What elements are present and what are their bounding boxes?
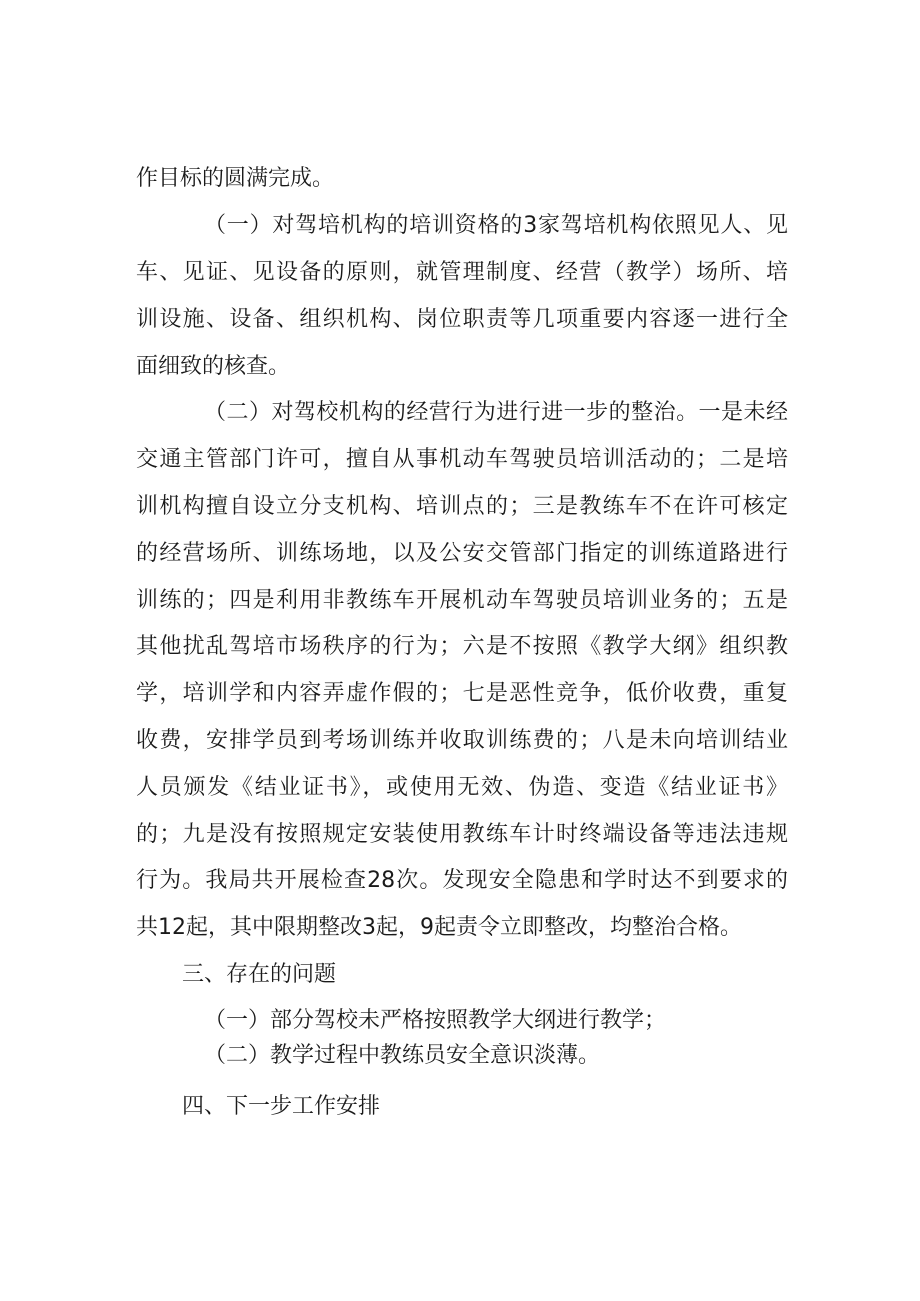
paragraph-line: 训练的；四是利用非教练车开展机动车驾驶员培训业务的；五是 — [136, 588, 788, 613]
paragraph-line: 作目标的圆满完成。 — [136, 166, 335, 191]
paragraph-line: 人员颁发《结业证书》，或使用无效、伪造、变造《结业证书》 — [136, 775, 788, 800]
paragraph-line: 车、见证、见设备的原则，就管理制度、经营（教学）场所、培 — [136, 260, 788, 285]
paragraph-line: 行为。我局共开展检查28次。发现安全隐患和学时达不到要求的 — [136, 868, 788, 893]
paragraph-line: 共12起，其中限期整改3起，9起责令立即整改，均整治合格。 — [136, 915, 742, 940]
paragraph-line: 学，培训学和内容弄虚作假的；七是恶性竞争，低价收费，重复 — [136, 681, 788, 706]
paragraph-line: （一）对驾培机构的培训资格的3家驾培机构依照见人、见 — [204, 213, 788, 238]
paragraph-line: 面细致的核查。 — [136, 354, 291, 379]
paragraph-line: 交通主管部门许可，擅自从事机动车驾驶员培训活动的；二是培 — [136, 447, 788, 472]
section-heading: 三、存在的问题 — [182, 962, 337, 987]
paragraph-line: 收费，安排学员到考场训练并收取训练费的；八是未向培训结业 — [136, 728, 788, 753]
list-item: （二）教学过程中教练员安全意识淡薄。 — [204, 1043, 601, 1068]
paragraph-line: 的；九是没有按照规定安装使用教练车计时终端设备等违法违规 — [136, 822, 788, 847]
paragraph-line: 其他扰乱驾培市场秩序的行为；六是不按照《教学大纲》组织教 — [136, 634, 788, 659]
section-heading: 四、下一步工作安排 — [182, 1094, 381, 1119]
paragraph-line: （二）对驾校机构的经营行为进行进一步的整治。一是未经 — [204, 400, 788, 425]
paragraph-line: 训设施、设备、组织机构、岗位职责等几项重要内容逐一进行全 — [136, 307, 788, 332]
paragraph-line: 训机构擅自设立分支机构、培训点的；三是教练车不在许可核定 — [136, 494, 788, 519]
paragraph-line: 的经营场所、训练场地，以及公安交管部门指定的训练道路进行 — [136, 541, 788, 566]
list-item: （一）部分驾校未严格按照教学大纲进行教学； — [204, 1008, 667, 1033]
